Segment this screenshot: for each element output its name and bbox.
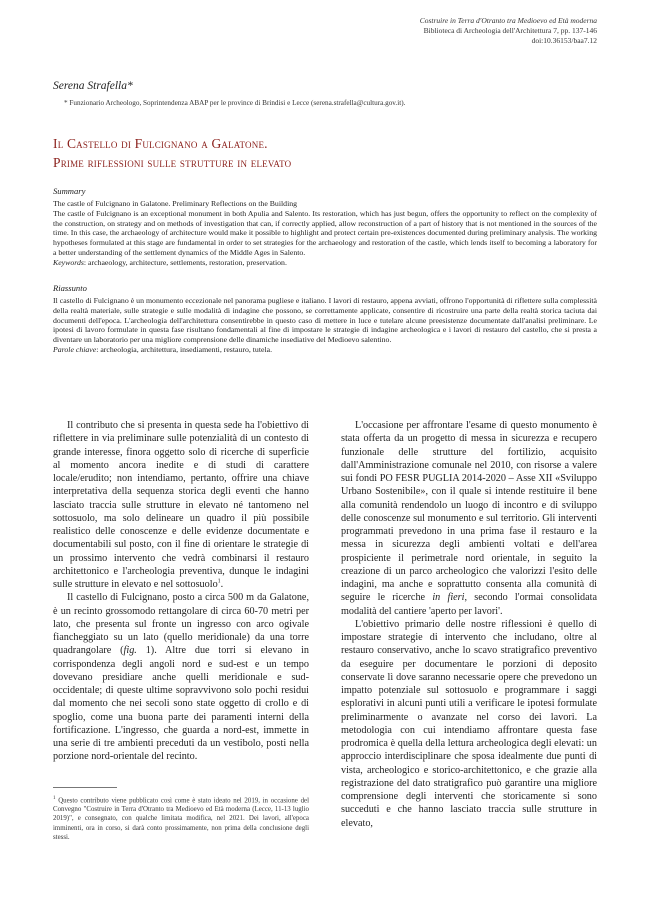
footnote-text: Questo contributo viene pubblicato così come è stato ideato nel 2019, in occasione del Convegno "Costruire in Terra d'Otranto tra Medioevo ed Età moderna (Lecce, 11-13 luglio 2019)", e consegnato, con qualche limitata modifica, nel 2021. Dei lavori, all'epoca imminenti, ora in corso, si darà conto prossimamente, non prima della conclusione degli stessi. — [53, 797, 309, 841]
summary-keywords — [53, 258, 597, 268]
running-header — [237, 16, 597, 46]
summary-english-title: The castle of Fulcignano in Galatone. Preliminary Reflections on the Building — [53, 199, 298, 208]
title-line-2: Prime riflessioni sulle strutture in elevato — [53, 155, 292, 170]
author-name: Serena Strafella* — [53, 80, 133, 92]
body-paragraph — [53, 591, 309, 763]
journal-line: Costruire in Terra d'Otranto tra Medioevo ed Età moderna — [419, 16, 597, 25]
author-affiliation: * Funzionario Archeologo, Soprintendenza ABAP per le province di Brindisi e Lecce (serena.strafella@cultura.gov.it). — [64, 99, 406, 107]
doi-line: doi:10.36153/baa7.12 — [531, 36, 597, 45]
body-paragraph — [53, 419, 309, 591]
riassunto-text: Il castello di Fulcignano è un monumento eccezionale nel panorama pugliese e italiano. I lavori di restauro, appena avviati, offrono l'opportunità di riflettere sulla complessità della realtà materiale, sulle strategie e sulle modalità di indagine che possono, se correttamente applicate, consentire di ricostruire una parte della realtà storica taciuta dai documenti dell'epoca. L'archeologia dell'architettura consentirebbe in questo caso di mettere in luce e tutelare alcune preesistenze documentate dall'analisi preliminare. Le ipotesi di lavoro formulate in questa fase risultano fondamentali al fine di impostare le strategie di indagine archeologica e i lavori di restauro del castello, che si presta a diventare un laboratorio per una migliore comprensione delle dinamiche insediative del Medioevo salentino. — [53, 296, 597, 345]
article-title — [53, 134, 593, 172]
footnote-number: 1 — [53, 796, 56, 801]
paragraph-text: L'occasione per affrontare l'esame di questo monumento è stata offerta da un progetto di messa in sicurezza e recupero funzionale delle strutture del fortilizio, acquisito dall'Amministrazione comunale nel 2010, con risorse a valere sui fondi PO FESR PUGLIA 2014-2020 – Asse XII «Sviluppo Urbano Sostenibile», con il quale si intende restituire il bene alla comunità rendendolo un luogo di incontro e di sviluppo delle conoscenze sul monumento e sul territorio. Gli interventi programmati prevedono in una prima fase il restauro e la messa in sicurezza degli ambienti voltati e dell'area prospiciente il perimetrale nord orientale, in seguito la creazione di un parco archeologico che valorizzi l'esito delle indagini, ma anche e soprattutto consenta alla comunità di seguire le ricerche — [341, 420, 597, 604]
paragraph-text: Il contributo che si presenta in questa sede ha l'obiettivo di riflettere in via preliminare sulle potenzialità di un contesto di grande interesse, finora oggetto solo di ricerche di superficie al momento ancora inedite e di studi di carattere locale/erudito; non intendiamo, pertanto, offrire una chiave interpretativa della sequenza storica degli eventi che hanno lasciato traccia sulle strutture in elevato né tantomeno nel sottosuolo, ma solo delineare un quadro il più possibile realistico delle conoscenze e delle evidenze documentate e documentabili sul posto, con il fine di orientare le strategie di un prossimo intervento che vedrà combinarsi il restauro architettonico e l'archeologia preventiva, dunque le indagini sulle strutture in elevato e nel sottosuolo — [53, 420, 309, 590]
body-column-right — [341, 419, 597, 830]
summary-text: The castle of Fulcignano is an exceptional monument in both Apulia and Salento. Its restoration, which has just begun, offers the opportunity to reflect on the complexity of the construction, on strategy and on methods of investigation that can, if correctly applied, allow reconstruction of a part of history that is not mentioned in the sources of the time. In this case, the archaeology of architecture would make it possible to highlight and protect certain pre-existences documented during preliminary analysis. The working hypotheses formulated at this stage are fundamental in order to set strategies for the archaeology and restoration of the castle, which lends itself to becoming a laboratory for a better understanding of the settlement dynamics of the Middle Ages in Salento. — [53, 208, 597, 257]
title-line-1: Il Castello di Fulcignano a Galatone. — [53, 136, 268, 151]
riassunto-label: Riassunto — [53, 283, 87, 293]
footnote — [53, 794, 309, 842]
riassunto-keywords — [53, 345, 597, 355]
summary-label: Summary — [53, 186, 86, 196]
body-paragraph: L'obiettivo primario delle nostre riflessioni è quello di impostare strategie di intervento che includano, oltre al restauro conservativo, anche lo scavo stratigrafico preventivo da eseguire per documentare le porzioni di deposito conservate lì dove saranno necessarie opere che prevedono un impatto potenziale sul sottosuolo e programmare i saggi esplorativi in alcuni punti utili a verificare le ipotesi formulate preliminarmente o avanzate nel corso dei lavori. La metodologia con cui intendiamo affrontare questa fase prodromica è quella della lettura archeologica degli elevati: un approccio interdisciplinare che sposa idealmente due punti di vista, archeologico e storico-architettonico, e che grazie alla registrazione del dato stratigrafico può garantire una migliore comprensione degli interventi che storicamente si sono succeduti e che hanno lasciato traccia sulle strutture in elevato, — [341, 618, 597, 829]
figure-reference: fig. — [123, 645, 137, 657]
keywords-label: Keywords — [53, 257, 84, 267]
keywords-list: : archaeology, architecture, settlements, restoration, preservation. — [83, 257, 287, 267]
parole-chiave-list: : archeologia, architettura, insediamenti, restauro, tutela. — [96, 344, 273, 354]
paragraph-text: . — [220, 579, 224, 590]
paragraph-text: Il castello di Fulcignano, posto a circa 500 m da Galatone, è un recinto grossomodo rettangolare di circa 60-70 metri per lato, che presenta sul fronte un ingresso con arco ogivale fiancheggiato su un lato (quello meridionale) da una torre quadrangolare ( — [53, 592, 309, 657]
body-paragraph — [341, 419, 597, 618]
footnote-reference: 1 — [217, 578, 221, 585]
riassunto-block — [53, 296, 597, 355]
summary-block — [53, 199, 597, 268]
series-line: Biblioteca di Archeologia dell'Architettura 7, pp. 137-146 — [423, 26, 597, 35]
italic-phrase: in fieri — [432, 592, 465, 604]
paragraph-text: , secondo l'ormai consolidata modalità del cantiere 'aperto per lavori'. — [341, 592, 597, 617]
paragraph-text: 1). Altre due torri si elevano in corrispondenza degli angoli nord e sud-est e un tempo dovevano presidiare anche quelli meridionale e sud-occidentale; di queste ultime sopravvivono solo pochi residui dal momento che nei secoli sono state oggetto di crollo e di spoglio, come una buona parte dei paramenti interni della fortificazione. L'ingresso, che guarda a nord-est, immette in una serie di tre ambienti preceduti da un vestibolo, posti nella porzione nord-orientale del recinto. — [53, 645, 309, 763]
footnote-divider — [53, 787, 117, 788]
parole-chiave-label: Parole chiave — [53, 344, 97, 354]
body-column-left — [53, 419, 309, 764]
